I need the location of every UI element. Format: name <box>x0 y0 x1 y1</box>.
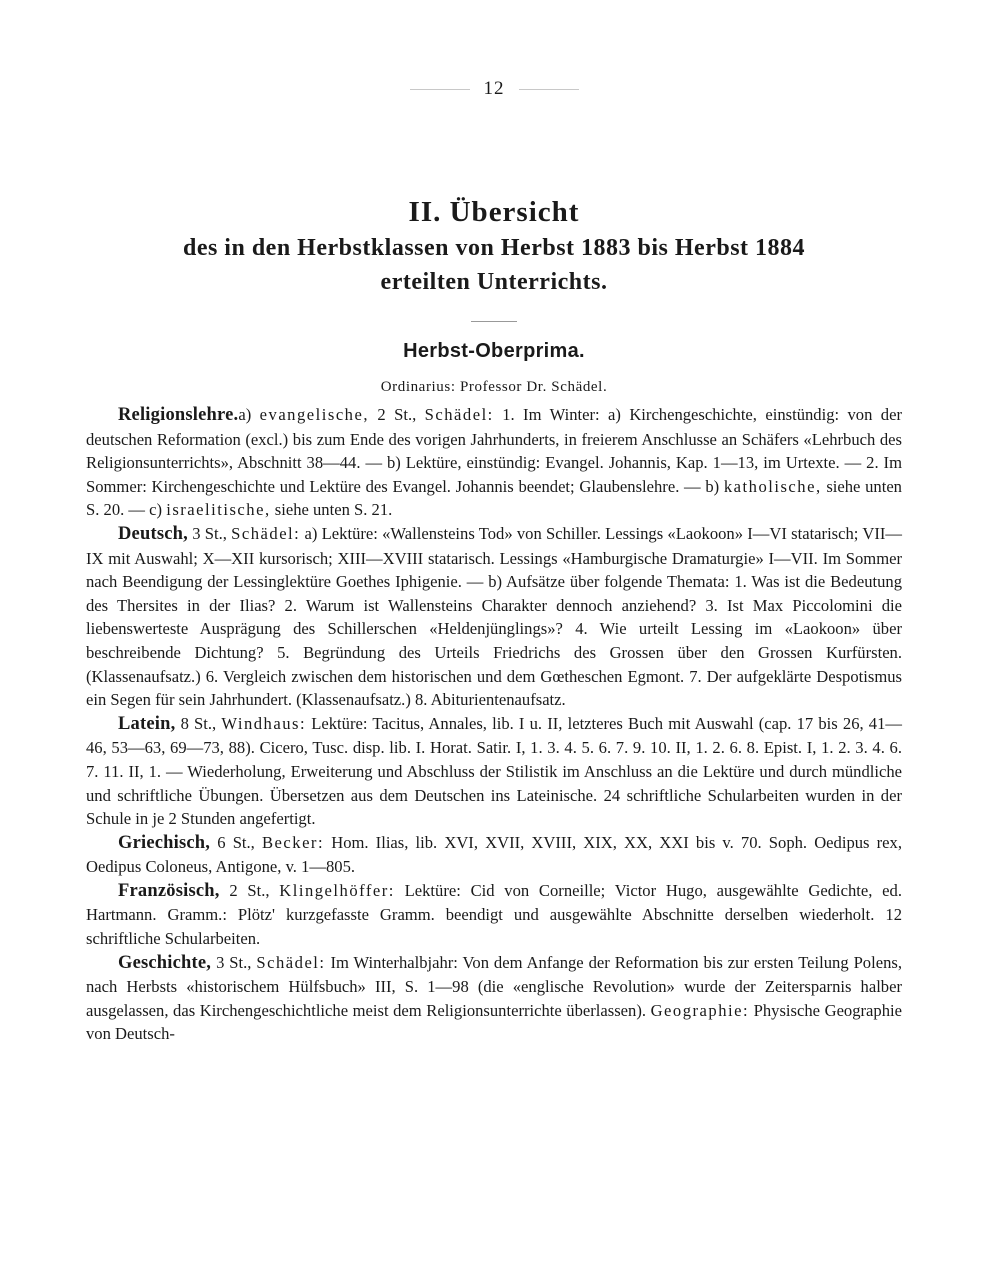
paragraph-geschichte <box>86 951 902 1046</box>
paragraph-religion <box>86 403 902 522</box>
subject-name-griechisch: Griechisch, <box>118 832 211 853</box>
geschichte-text-1: 3 St., <box>211 952 257 972</box>
page-number: 12 <box>483 78 505 99</box>
subject-name-deutsch: Deutsch, <box>118 523 188 544</box>
religion-text-8: israelitische, <box>166 500 271 520</box>
religion-text-5: 1. Im Winter: a) Kirchengeschichte, einstündig: von der deutschen Reformation (excl.) bis zum Ende des vorigen Jahrhunderts, in freierem Anschlusse an Schäfers «Lehrbuch des Religionsunterrichts», Abschnitt 38—44. — b) Lektüre, einstündig: Evangel. Johannis, Kap. 1—13, im Urtexte. — 2. Im Sommer: Kirchengeschichte und Lektüre des Evangel. Johannis beendet; Glaubenslehre. — b) <box>86 405 902 496</box>
latein-teacher: Windhaus: <box>221 713 307 733</box>
griechisch-text-1: 6 St., <box>210 832 262 852</box>
geschichte-teacher: Schädel: <box>256 952 326 972</box>
religion-text-7: siehe unten S. 20. — c) <box>86 476 902 520</box>
religion-text-3: 2 St., <box>369 405 425 424</box>
class-name: Herbst-Oberprima. <box>403 340 585 362</box>
section-subtitle-line-1: des in den Herbstklassen von Herbst 1883 bis Herbst 1884 <box>182 235 806 261</box>
paragraph-franzoesisch <box>86 879 902 951</box>
deutsch-text-1: 3 St., <box>187 523 232 543</box>
heading-divider <box>471 321 517 322</box>
geschichte-text-3: Im Winterhalbjahr: Von dem Anfange der Reformation bis zur ersten Teilung Polens, nach Herbsts «historischem Hülfsbuch» III, S. 1—98 (die «englische Revolution» wurde der Zeitersparnis halber ausgelassen, das Kirchengeschichtliche meist dem Religionsunterrichte überlassen). <box>86 952 902 1020</box>
griechisch-teacher: Becker: <box>261 832 325 852</box>
latein-text-1: 8 St., <box>175 713 222 733</box>
religion-text-2: evangelische, <box>259 405 369 424</box>
latein-text-3: Lektüre: Tacitus, Annales, lib. I u. II, letzteres Buch mit Auswahl (cap. 17 bis 26, 41—46, 53—63, 69—73, 88). Cicero, Tusc. disp. lib. I. Horat. Satir. I, 1. 3. 4. 5. 6. 7. 9. 10. II, 1. 2. 6. 8. Epist. I, 1. 2. 3. 4. 6. 7. 11. II, 1. — Wiederholung, Erweiterung und Abschluss der Stilistik im Anschluss an die Lektüre und durch mündliche und schriftliche Übungen. Übersetzen aus dem Deutschen ins Lateinische. 24 schriftliche Schularbeiten wurden in der Schule in je 2 Stunden angefertigt. <box>86 713 902 829</box>
section-heading <box>86 193 902 322</box>
paragraph-deutsch <box>86 522 902 712</box>
document-page <box>86 0 902 1272</box>
geographie-label: Geographie: <box>650 1000 750 1020</box>
franzoesisch-text-1: 2 St., <box>219 880 280 900</box>
paragraph-latein <box>86 712 902 831</box>
deutsch-text-3: a) Lektüre: «Wallensteins Tod» von Schiller. Lessings «Laokoon» I—VI statarisch; VII—IX mit Auswahl; X—XII kursorisch; XIII—XVIII statarisch. Lessings «Hamburgische Dramaturgie» I—VII. Im Sommer nach Beendigung der Lessinglektüre Goethes Iphigenie. — b) Aufsätze über folgende Themata: 1. Was ist die Bedeutung des Thersites in der Ilias? 2. Warum ist Wallensteins Charakter dennoch anziehend? 3. Ist Max Piccolomini die liebenswerteste Ausprägung des Schillerschen «Heldenjünglings»? 4. Wie urteilt Lessing im «Laokoon» über beschreibende Dichtung? 5. Begründung des Urteils Friedrichs des Grossen über den Grossen Kurfürsten. (Klassenaufsatz.) 6. Vergleich zwischen dem historischen und dem Gœtheschen Egmont. 7. Der aufgeklärte Despotismus ein Segen für sein Jahrhundert. (Klassenaufsatz.) 8. Abiturientenaufsatz. <box>86 523 902 710</box>
section-subtitle-line-2: erteilten Unterrichts. <box>380 269 608 295</box>
religion-text-1: a) <box>238 405 260 424</box>
subject-name-religion: Religionslehre. <box>118 405 239 425</box>
franzoesisch-text-3: Lektüre: Cid von Corneille; Victor Hugo, ausgewählte Gedichte, ed. Hartmann. Gramm.: Plötz' kurzgefasste Gramm. beendigt und ausgewählte Abschnitte derselben wiederholt. 12 schriftliche Schularbeiten. <box>86 880 902 949</box>
geschichte-text-5: Physische Geographie von Deutsch- <box>86 1000 902 1044</box>
page-number-rule-left <box>410 89 470 90</box>
section-title: II. Übersicht <box>408 196 580 228</box>
griechisch-text-3: Hom. Ilias, lib. XVI, XVII, XVIII, XIX, XX, XXI bis v. 70. Soph. Oedipus rex, Oedipus Coloneus, Antigone, v. 1—805. <box>86 832 902 877</box>
curriculum-body <box>86 403 902 1046</box>
subject-name-franzoesisch: Französisch, <box>118 880 220 901</box>
page-number-rule-right <box>519 89 579 90</box>
page-number-line <box>86 78 902 100</box>
franzoesisch-teacher: Klingelhöffer: <box>279 880 395 900</box>
religion-text-9: siehe unten S. 21. <box>270 500 393 520</box>
deutsch-teacher: Schädel: <box>231 523 301 543</box>
subject-name-geschichte: Geschichte, <box>118 952 212 973</box>
religion-teacher: Schädel: <box>424 405 494 424</box>
subject-name-latein: Latein, <box>118 713 176 734</box>
ordinarius-line: Ordinarius: Professor Dr. Schädel. <box>380 379 608 395</box>
paragraph-griechisch <box>86 831 902 879</box>
religion-text-6: katholische, <box>723 476 822 496</box>
